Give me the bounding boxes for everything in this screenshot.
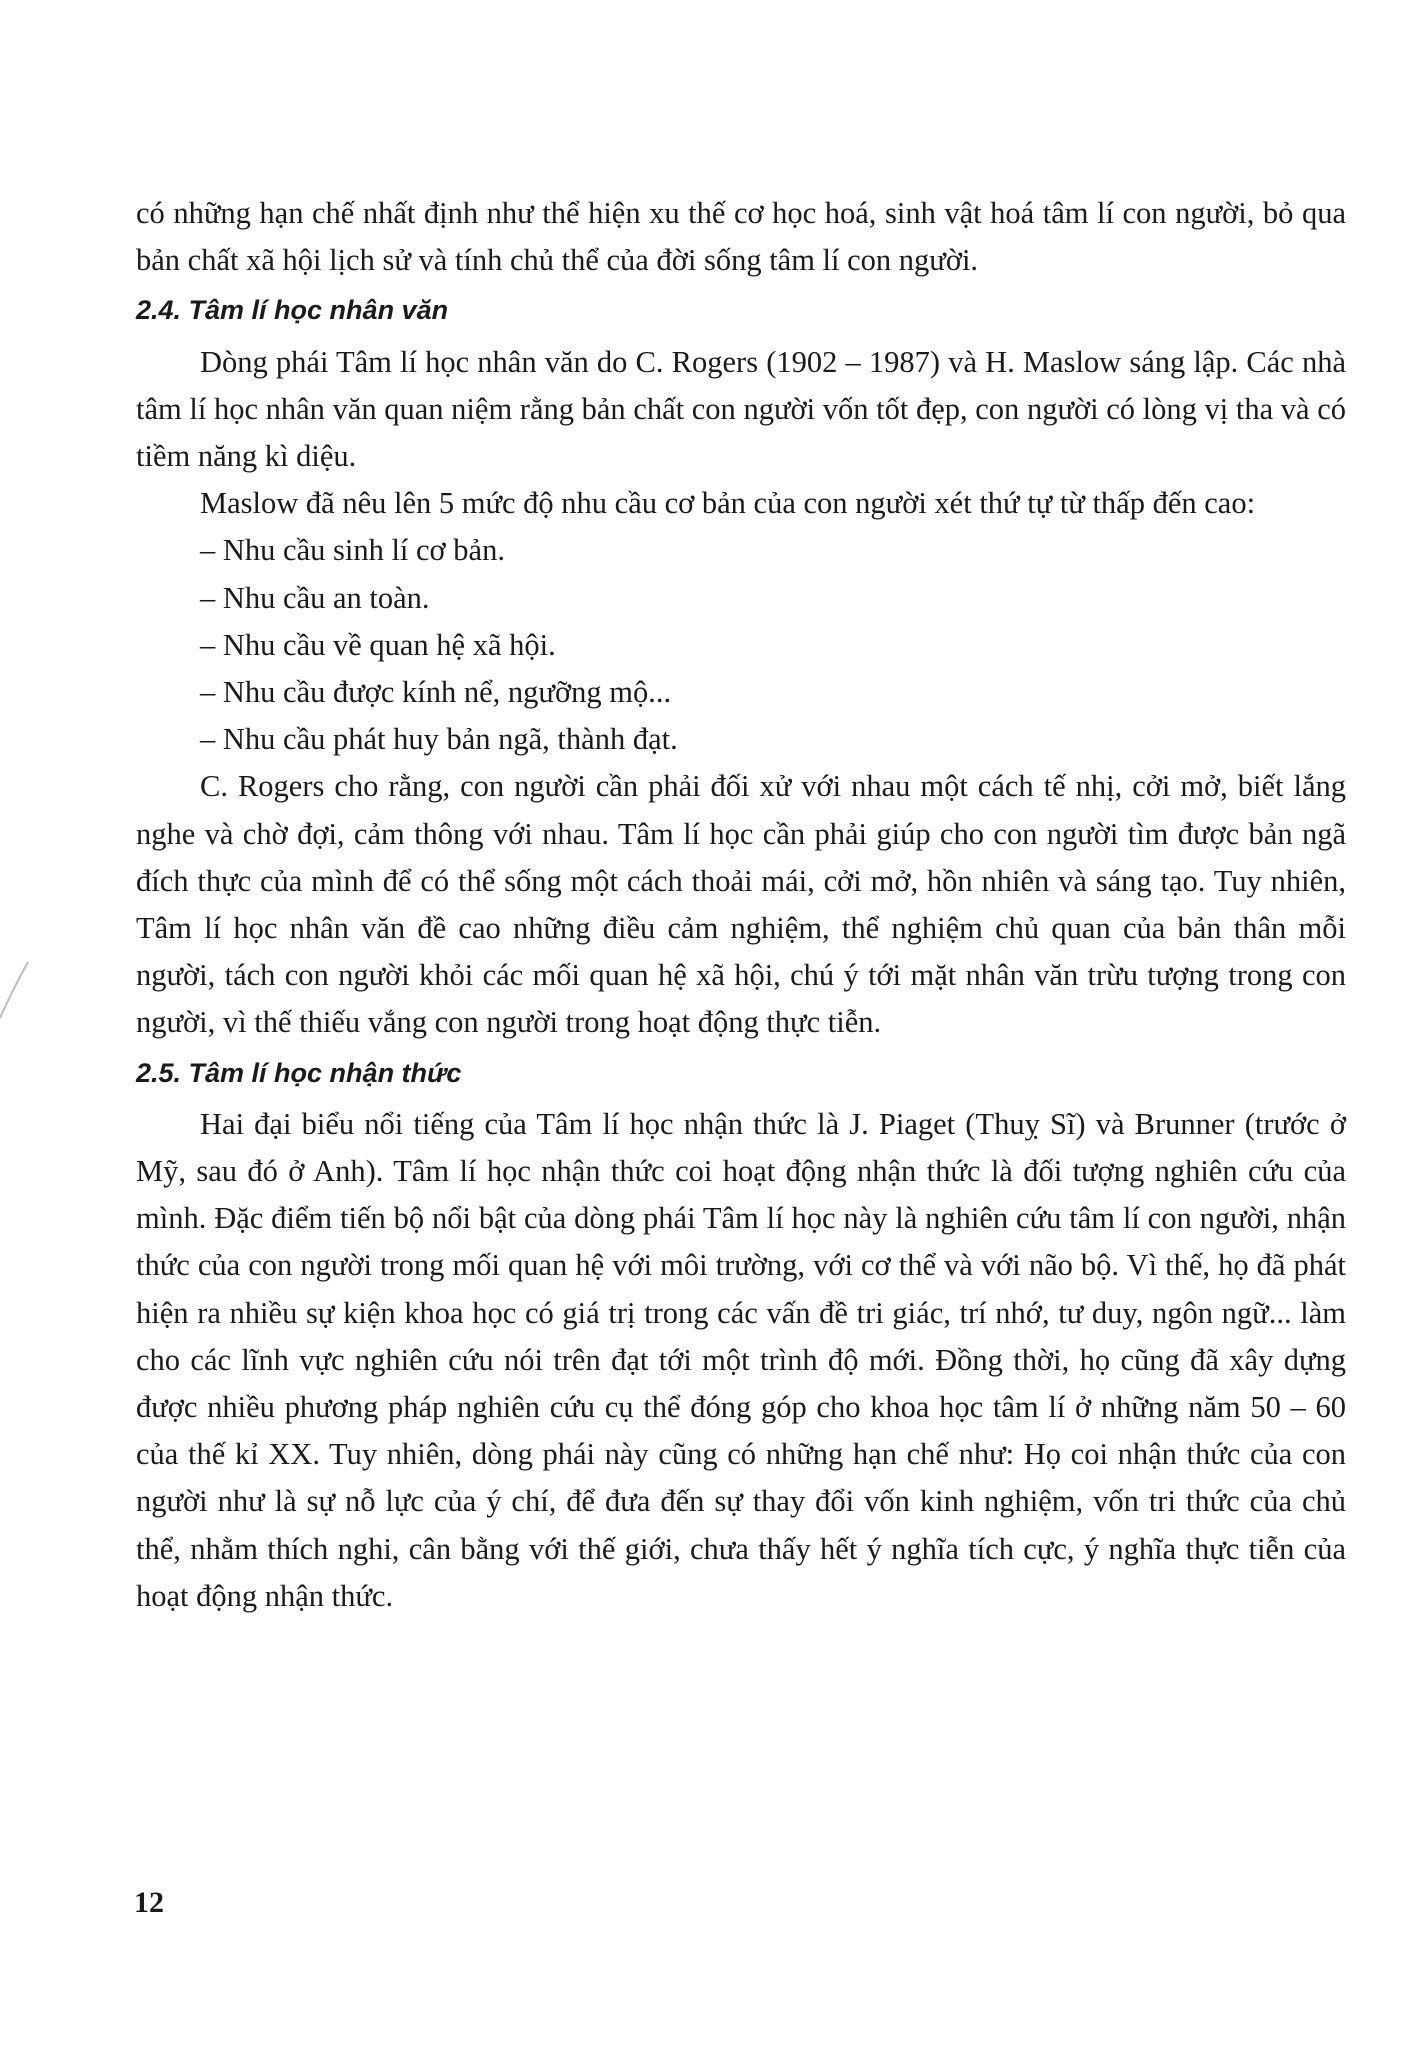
needs-list-item: – Nhu cầu về quan hệ xã hội. — [200, 627, 556, 662]
needs-list — [136, 527, 1346, 763]
needs-list-item: – Nhu cầu sinh lí cơ bản. — [200, 533, 505, 568]
section-2-5-heading: 2.5. Tâm lí học nhận thức — [136, 1057, 462, 1088]
intro-paragraph: có những hạn chế nhất định như thể hiện xu thế cơ học hoá, sinh vật hoá tâm lí con người, bỏ qua bản chất xã hội lịch sử và tính chủ thể của đời sống tâm lí con người. — [136, 196, 1346, 278]
page-edge-mark — [0, 960, 30, 1020]
needs-list-item: – Nhu cầu được kính nể, ngưỡng mộ... — [200, 675, 672, 710]
section-2-4-heading: 2.4. Tâm lí học nhân văn — [136, 295, 449, 326]
section-2-4-paragraph-2: Maslow đã nêu lên 5 mức độ nhu cầu cơ bản của con người xét thứ tự từ thấp đến cao: — [200, 486, 1256, 521]
section-2-5-paragraph: Hai đại biểu nổi tiếng của Tâm lí học nhận thức là J. Piaget (Thuỵ Sĩ) và Brunner (trước ở Mỹ, sau đó ở Anh). Tâm lí học nhận thức coi hoạt động nhận thức là đối tượng nghiên cứu của mình. Đặc điểm tiến bộ nổi bật của dòng phái Tâm lí học này là nghiên cứu tâm lí con người, nhận thức của con người trong mối quan hệ với môi trường, với cơ thể và với não bộ. Vì thế, họ đã phát hiện ra nhiều sự kiện khoa học có giá trị trong các vấn đề tri giác, trí nhớ, tư duy, ngôn ngữ... làm cho các lĩnh vực nghiên cứu nói trên đạt tới một trình độ mới. Đồng thời, họ cũng đã xây dựng được nhiều phương pháp nghiên cứu cụ thể đóng góp cho khoa học tâm lí ở những năm 50 – 60 của thế kỉ XX. Tuy nhiên, dòng phái này cũng có những hạn chế như: Họ coi nhận thức của con người như là sự nỗ lực của ý chí, để đưa đến sự thay đổi vốn kinh nghiệm, vốn tri thức của chủ thể, nhằm thích nghi, cân bằng với thế giới, chưa thấy hết ý nghĩa tích cực, ý nghĩa thực tiễn của hoạt động nhận thức. — [136, 1106, 1346, 1613]
needs-list-item: – Nhu cầu an toàn. — [200, 580, 430, 615]
page-body — [136, 190, 1346, 1620]
needs-list-item: – Nhu cầu phát huy bản ngã, thành đạt. — [200, 722, 678, 757]
section-2-4-paragraph-1: Dòng phái Tâm lí học nhân văn do C. Rogers (1902 – 1987) và H. Maslow sáng lập. Các nhà tâm lí học nhân văn quan niệm rằng bản chất con người vốn tốt đẹp, con người có lòng vị tha và có tiềm năng kì diệu. — [136, 344, 1346, 474]
page-number: 12 — [134, 1886, 164, 1919]
section-2-4-closing-paragraph: C. Rogers cho rằng, con người cần phải đối xử với nhau một cách tế nhị, cởi mở, biết lắng nghe và chờ đợi, cảm thông với nhau. Tâm lí học cần phải giúp cho con người tìm được bản ngã đích thực của mình để có thể sống một cách thoải mái, cởi mở, hồn nhiên và sáng tạo. Tuy nhiên, Tâm lí học nhân văn đề cao những điều cảm nghiệm, thể nghiệm chủ quan của bản thân mỗi người, tách con người khỏi các mối quan hệ xã hội, chú ý tới mặt nhân văn trừu tượng trong con người, vì thế thiếu vắng con người trong hoạt động thực tiễn. — [136, 769, 1346, 1040]
